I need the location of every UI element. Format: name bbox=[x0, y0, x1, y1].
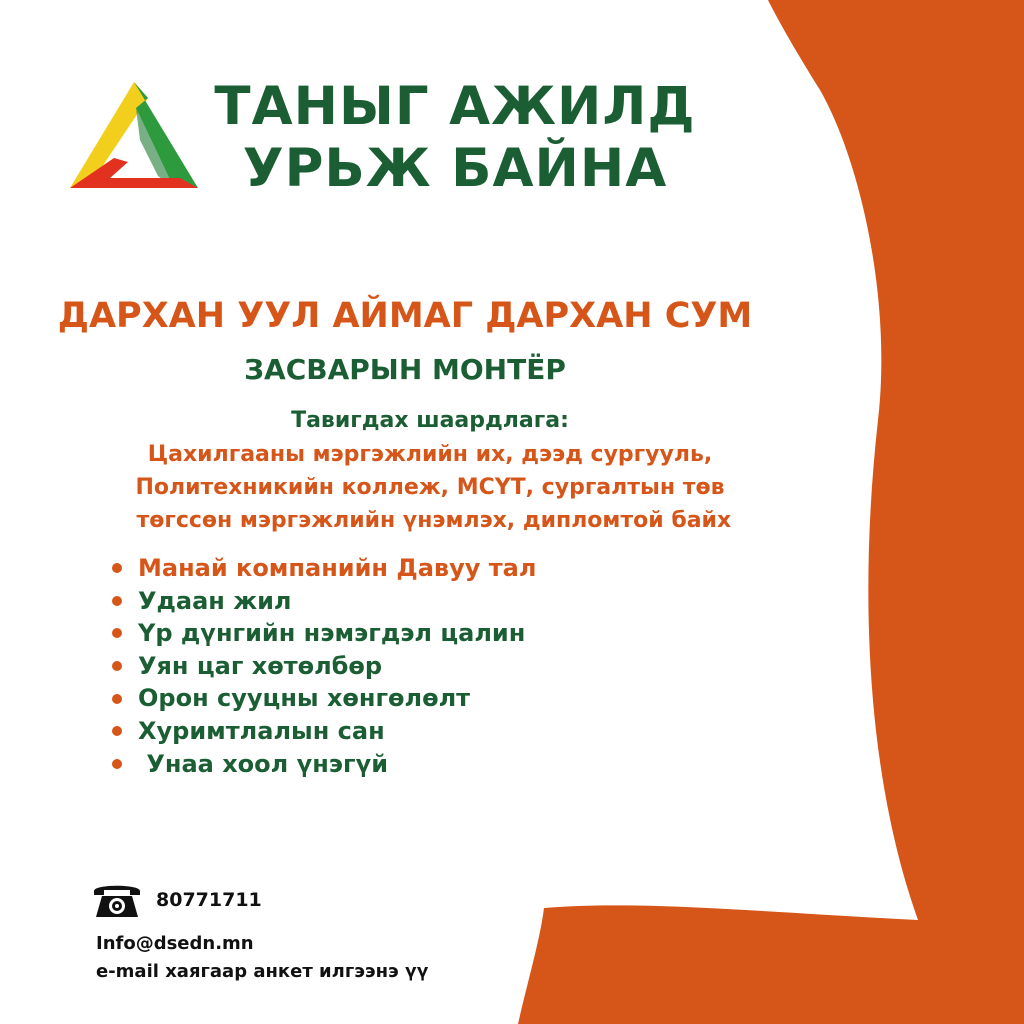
headline-line-1: ТАНЫГ АЖИЛД bbox=[214, 76, 696, 137]
bullet-icon bbox=[112, 726, 122, 736]
headline bbox=[210, 76, 700, 200]
benefit-item-text: Удаан жил bbox=[138, 586, 292, 615]
benefit-item bbox=[112, 617, 712, 650]
bullet-icon bbox=[112, 563, 122, 573]
bullet-icon bbox=[112, 596, 122, 606]
requirements-title: Тавигдах шаардлага: bbox=[291, 408, 569, 433]
benefit-item bbox=[112, 585, 712, 618]
headline-line-2: УРЬЖ БАЙНА bbox=[242, 138, 668, 199]
bullet-icon bbox=[112, 661, 122, 671]
bullet-icon bbox=[112, 628, 122, 638]
phone-contact bbox=[92, 880, 262, 920]
requirement-line: Цахилгааны мэргэжлийн их, дээд сургууль, bbox=[147, 442, 713, 467]
benefit-item-text: Унаа хоол үнэгүй bbox=[138, 749, 389, 778]
benefit-item bbox=[112, 650, 712, 683]
email-note: e-mail хаягаар анкет илгээнэ үү bbox=[96, 961, 429, 982]
benefit-item-text: Хуримтлалын сан bbox=[138, 716, 385, 745]
benefit-item-text: Орон сууцны хөнгөлөлт bbox=[138, 684, 471, 713]
bullet-icon bbox=[112, 759, 122, 769]
benefits-heading-text: Манай компанийн Давуу тал bbox=[138, 554, 537, 582]
email-contact bbox=[96, 930, 616, 986]
benefits-list bbox=[112, 552, 712, 780]
job-position: ЗАСВАРЫН МОНТЁР bbox=[244, 353, 566, 386]
benefit-item-text: Уян цаг хөтөлбөр bbox=[138, 651, 383, 680]
email-address: Info@dsedn.mn bbox=[96, 933, 254, 954]
benefit-item bbox=[112, 748, 712, 781]
requirements-text bbox=[60, 438, 800, 537]
benefit-item-text: Үр дүнгийн нэмэгдэл цалин bbox=[138, 619, 526, 648]
company-logo bbox=[70, 80, 198, 192]
benefit-item bbox=[112, 715, 712, 748]
benefits-heading bbox=[112, 552, 712, 585]
requirement-line: төгссөн мэргэжлийн үнэмлэх, дипломтой байх bbox=[128, 508, 732, 533]
telephone-icon bbox=[92, 881, 142, 919]
bullet-icon bbox=[112, 694, 122, 704]
phone-number: 80771711 bbox=[156, 889, 262, 911]
benefit-item bbox=[112, 682, 712, 715]
job-location: ДАРХАН УУЛ АЙМАГ ДАРХАН СУМ bbox=[57, 296, 753, 336]
requirement-line: Политехникийн коллеж, МСҮТ, сургалтын төв bbox=[135, 475, 725, 500]
